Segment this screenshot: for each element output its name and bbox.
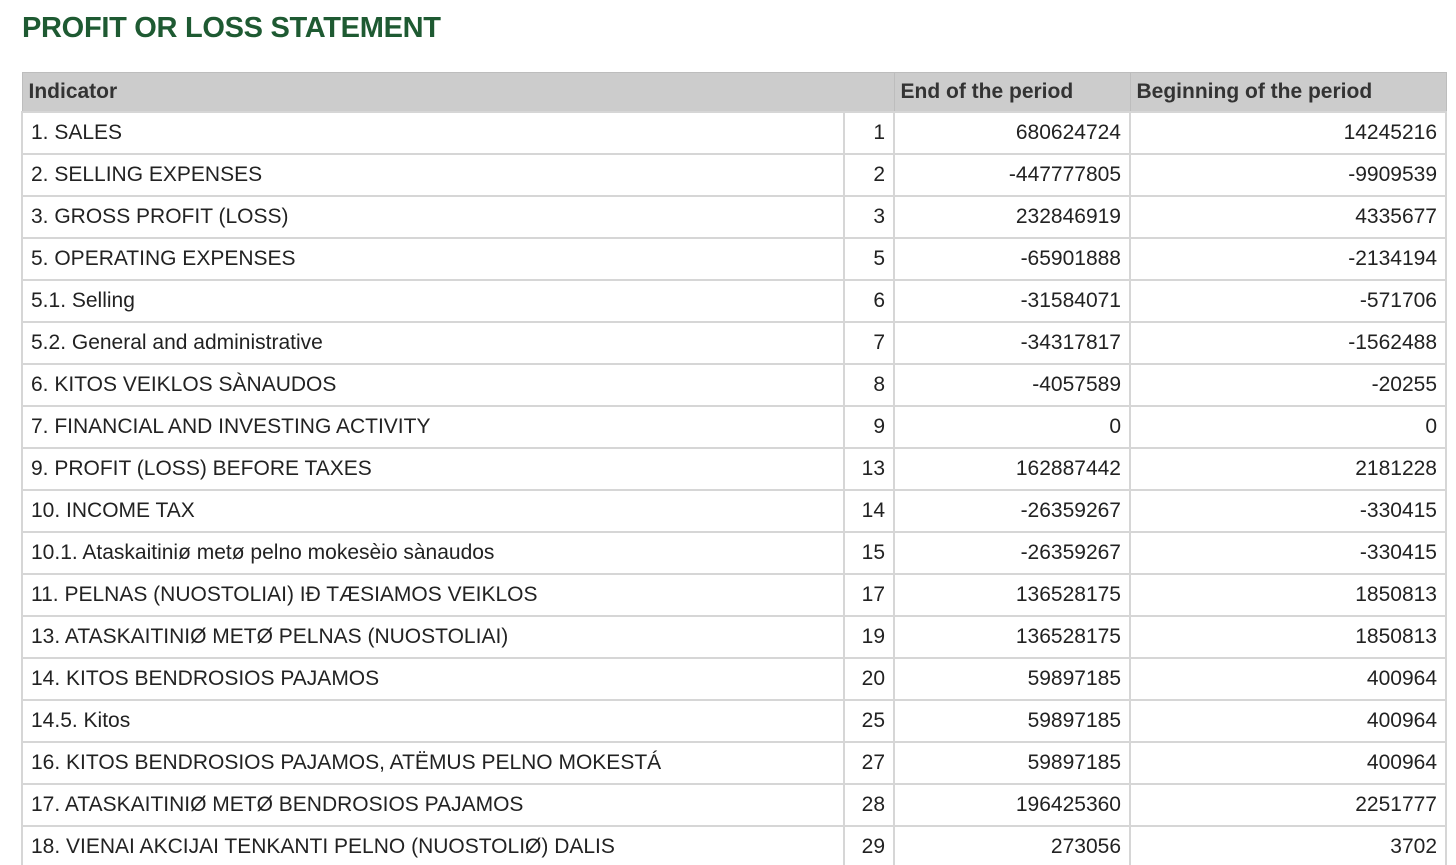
table-row (22, 532, 1446, 574)
table-row (22, 154, 1446, 196)
table-row (22, 448, 1446, 490)
beginning-of-period-cell: 400964 (1130, 700, 1446, 742)
beginning-of-period-cell: 2251777 (1130, 784, 1446, 826)
code-cell: 3 (844, 196, 894, 238)
code-cell: 20 (844, 658, 894, 700)
table-row (22, 280, 1446, 322)
indicator-cell: 2. SELLING EXPENSES (22, 154, 844, 196)
indicator-cell: 6. KITOS VEIKLOS SÀNAUDOS (22, 364, 844, 406)
end-of-period-cell: 196425360 (894, 784, 1130, 826)
beginning-of-period-cell: 400964 (1130, 658, 1446, 700)
end-of-period-cell: 59897185 (894, 742, 1130, 784)
code-cell: 14 (844, 490, 894, 532)
indicator-cell: 5.1. Selling (22, 280, 844, 322)
indicator-cell: 10.1. Ataskaitiniø metø pelno mokesèio sànaudos (22, 532, 844, 574)
table-row (22, 364, 1446, 406)
table-body (22, 112, 1446, 865)
end-of-period-cell: 59897185 (894, 700, 1130, 742)
beginning-of-period-cell: -2134194 (1130, 238, 1446, 280)
indicator-cell: 7. FINANCIAL AND INVESTING ACTIVITY (22, 406, 844, 448)
beginning-of-period-cell: -1562488 (1130, 322, 1446, 364)
indicator-cell: 3. GROSS PROFIT (LOSS) (22, 196, 844, 238)
end-of-period-cell: -26359267 (894, 490, 1130, 532)
indicator-cell: 11. PELNAS (NUOSTOLIAI) IÐ TÆSIAMOS VEIKLOS (22, 574, 844, 616)
code-cell: 6 (844, 280, 894, 322)
beginning-of-period-cell: 3702 (1130, 826, 1446, 865)
indicator-cell: 18. VIENAI AKCIJAI TENKANTI PELNO (NUOSTOLIØ) DALIS (22, 826, 844, 865)
table-row (22, 616, 1446, 658)
beginning-of-period-cell: 14245216 (1130, 112, 1446, 154)
indicator-cell: 9. PROFIT (LOSS) BEFORE TAXES (22, 448, 844, 490)
code-cell: 1 (844, 112, 894, 154)
end-of-period-cell: 162887442 (894, 448, 1130, 490)
beginning-of-period-cell: -9909539 (1130, 154, 1446, 196)
table-row (22, 574, 1446, 616)
code-cell: 5 (844, 238, 894, 280)
end-of-period-cell: -34317817 (894, 322, 1130, 364)
table-row (22, 826, 1446, 865)
beginning-of-period-cell: 0 (1130, 406, 1446, 448)
indicator-cell: 1. SALES (22, 112, 844, 154)
code-cell: 8 (844, 364, 894, 406)
table-row (22, 742, 1446, 784)
end-of-period-cell: 680624724 (894, 112, 1130, 154)
table-row (22, 196, 1446, 238)
profit-loss-table (21, 72, 1447, 865)
indicator-cell: 10. INCOME TAX (22, 490, 844, 532)
header-beginning-of-period: Beginning of the period (1130, 73, 1446, 113)
table-header-row (22, 73, 1446, 113)
beginning-of-period-cell: 400964 (1130, 742, 1446, 784)
table-row (22, 784, 1446, 826)
table-row (22, 406, 1446, 448)
beginning-of-period-cell: 1850813 (1130, 574, 1446, 616)
table-row (22, 112, 1446, 154)
table-row (22, 658, 1446, 700)
table-row (22, 322, 1446, 364)
code-cell: 27 (844, 742, 894, 784)
code-cell: 13 (844, 448, 894, 490)
end-of-period-cell: -65901888 (894, 238, 1130, 280)
code-cell: 28 (844, 784, 894, 826)
end-of-period-cell: -31584071 (894, 280, 1130, 322)
table-row (22, 490, 1446, 532)
code-cell: 9 (844, 406, 894, 448)
beginning-of-period-cell: 2181228 (1130, 448, 1446, 490)
code-cell: 25 (844, 700, 894, 742)
end-of-period-cell: 0 (894, 406, 1130, 448)
end-of-period-cell: -4057589 (894, 364, 1130, 406)
beginning-of-period-cell: 4335677 (1130, 196, 1446, 238)
beginning-of-period-cell: 1850813 (1130, 616, 1446, 658)
end-of-period-cell: 59897185 (894, 658, 1130, 700)
code-cell: 7 (844, 322, 894, 364)
end-of-period-cell: 232846919 (894, 196, 1130, 238)
code-cell: 17 (844, 574, 894, 616)
end-of-period-cell: -447777805 (894, 154, 1130, 196)
indicator-cell: 5.2. General and administrative (22, 322, 844, 364)
end-of-period-cell: -26359267 (894, 532, 1130, 574)
code-cell: 29 (844, 826, 894, 865)
beginning-of-period-cell: -330415 (1130, 532, 1446, 574)
page-title: PROFIT OR LOSS STATEMENT (22, 12, 441, 44)
code-cell: 2 (844, 154, 894, 196)
table-row (22, 238, 1446, 280)
code-cell: 15 (844, 532, 894, 574)
end-of-period-cell: 273056 (894, 826, 1130, 865)
end-of-period-cell: 136528175 (894, 574, 1130, 616)
indicator-cell: 5. OPERATING EXPENSES (22, 238, 844, 280)
beginning-of-period-cell: -571706 (1130, 280, 1446, 322)
beginning-of-period-cell: -20255 (1130, 364, 1446, 406)
beginning-of-period-cell: -330415 (1130, 490, 1446, 532)
indicator-cell: 13. ATASKAITINIØ METØ PELNAS (NUOSTOLIAI) (22, 616, 844, 658)
table-row (22, 700, 1446, 742)
indicator-cell: 16. KITOS BENDROSIOS PAJAMOS, ATËMUS PELNO MOKESTÁ (22, 742, 844, 784)
end-of-period-cell: 136528175 (894, 616, 1130, 658)
header-end-of-period: End of the period (894, 73, 1130, 113)
indicator-cell: 14. KITOS BENDROSIOS PAJAMOS (22, 658, 844, 700)
header-indicator: Indicator (22, 73, 894, 113)
code-cell: 19 (844, 616, 894, 658)
indicator-cell: 17. ATASKAITINIØ METØ BENDROSIOS PAJAMOS (22, 784, 844, 826)
indicator-cell: 14.5. Kitos (22, 700, 844, 742)
